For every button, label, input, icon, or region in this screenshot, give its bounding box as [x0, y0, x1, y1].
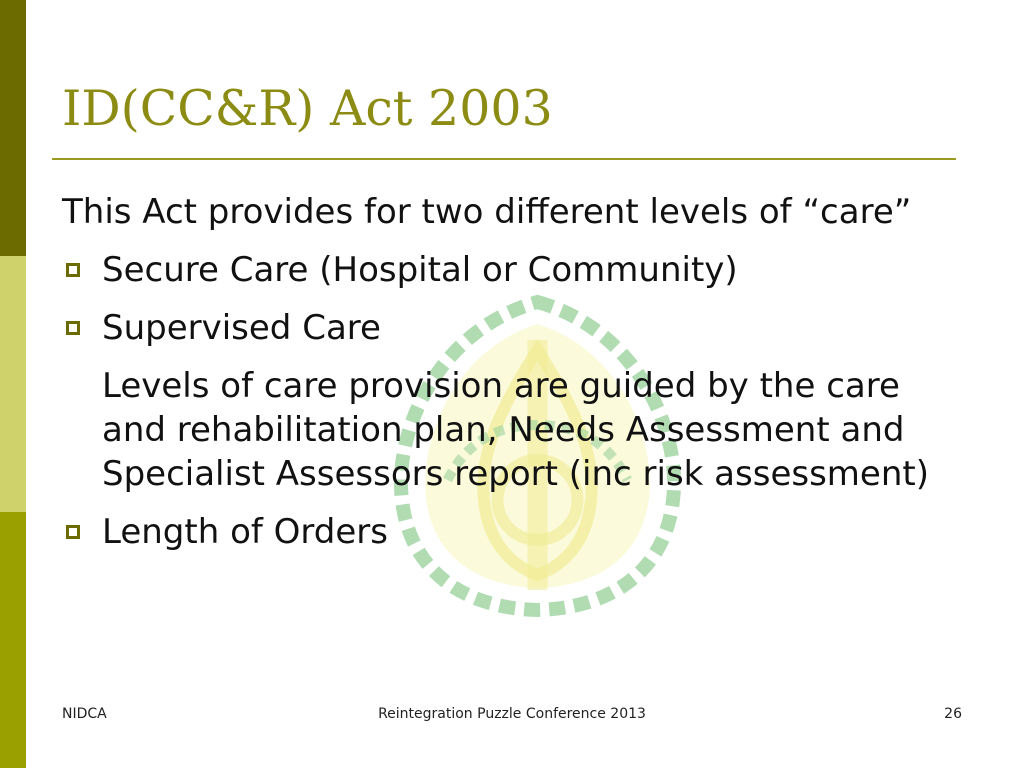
- hollow-square-bullet-icon: [66, 525, 80, 539]
- bullet-label: Secure Care (Hospital or Community): [102, 250, 738, 290]
- left-accent-bar-top: [0, 0, 26, 256]
- bullet-label: Length of Orders: [102, 512, 388, 552]
- footer-organization: NIDCA: [62, 706, 107, 722]
- bullet-label: Supervised Care: [102, 308, 381, 348]
- slide-body: [62, 190, 962, 568]
- title-divider: [52, 158, 956, 160]
- bullet-item-supervised-care: [62, 306, 962, 350]
- left-accent-bar-middle: [0, 256, 26, 512]
- hollow-square-bullet-icon: [66, 263, 80, 277]
- sub-paragraph: Levels of care provision are guided by the care and rehabilitation plan, Needs Assessment and Specialist Assessors report (inc risk assessment): [102, 366, 929, 494]
- intro-text: This Act provides for two different levels of “care”: [62, 192, 912, 232]
- bullet-item-length-of-orders: [62, 510, 962, 554]
- slide-number: 26: [944, 706, 962, 722]
- hollow-square-bullet-icon: [66, 321, 80, 335]
- slide-title: ID(CC&R) Act 2003: [62, 80, 553, 137]
- left-accent-bar-bottom: [0, 512, 26, 768]
- footer-conference: Reintegration Puzzle Conference 2013: [378, 706, 646, 722]
- bullet-item-secure-care: [62, 248, 962, 292]
